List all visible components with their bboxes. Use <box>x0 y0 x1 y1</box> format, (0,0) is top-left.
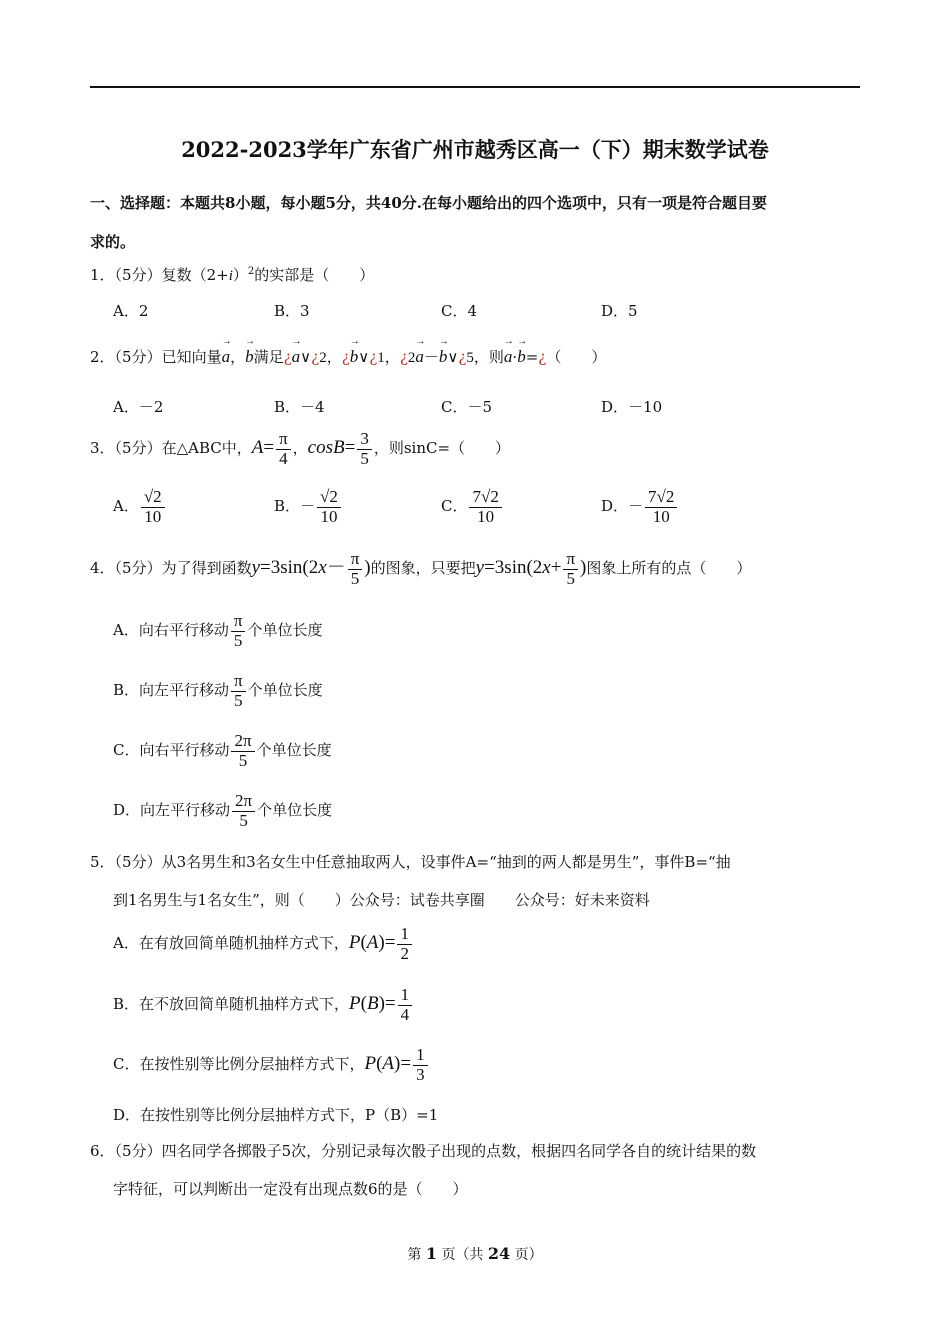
question-2-stem: 2．（5分）已知向量→ a，→ b满足¿→ a∨¿2，¿→ b∨¿1，¿2→ a－→ b∨¿5，则→ a·→ b=¿（ ） <box>90 346 606 367</box>
question-3-option-a: A． $\frac{√2}{10}$ <box>113 488 167 526</box>
question-6-stem-line2: 字特征，可以判断出一定没有出现点数6的是（ ） <box>113 1180 468 1198</box>
question-1-option-d: D．5 <box>601 302 638 320</box>
question-3-option-b: B．－ $\frac{√2}{10}$ <box>274 488 343 526</box>
question-2-option-a: A．－2 <box>113 398 164 416</box>
question-2-option-d: D．－10 <box>601 398 663 416</box>
header-rule <box>90 86 860 88</box>
question-5-stem-line1: 5．（5分）从3名男生和3名女生中任意抽取两人，设事件A=“抽到的两人都是男生”，事件B=“抽 <box>90 853 731 871</box>
page-title: 2022-2023学年广东省广州市越秀区高一（下）期末数学试卷 <box>181 137 769 162</box>
question-5-option-b: B．在不放回简单随机抽样方式下，P(B)= $\frac{1}{4}$ <box>113 986 414 1024</box>
page-number: 1 <box>425 1244 437 1263</box>
question-4-option-c: C．向右平行移动 $\frac{2\pi}{5}$ 个单位长度 <box>113 731 332 770</box>
question-4-option-b: B．向左平行移动 $\frac{\pi}{5}$ 个单位长度 <box>113 671 323 710</box>
question-4-stem: 4．（5分）为了得到函数y=3sin(2x－ $\frac{\pi}{5}$ )的图象，只要把y=3sin(2x+ $\frac{\pi}{5}$ )图象上所有的点（ ） <box>90 549 752 588</box>
section-heading-line2: 求的。 <box>90 233 136 251</box>
question-1-option-b: B．3 <box>274 302 310 320</box>
question-5-stem-line2: 到1名男生与1名女生”，则（ ）公众号：试卷共享圈 公众号：好未来资料 <box>113 891 650 909</box>
question-2-option-c: C．－5 <box>441 398 493 416</box>
question-4-option-a: A．向右平行移动 $\frac{\pi}{5}$ 个单位长度 <box>113 611 323 650</box>
question-3-option-d: D．－ $\frac{7√2}{10}$ <box>601 488 679 526</box>
page-footer: 第 1 页（共 24 页） <box>407 1244 543 1263</box>
question-3-stem: 3．（5分）在△ABC中，A= $\frac{\pi}{4}$ ，cosB= $\frac{3}{5}$ ，则sinC=（ ） <box>90 429 511 468</box>
page-total: 24 <box>487 1244 511 1263</box>
question-2-option-b: B．－4 <box>274 398 325 416</box>
question-3-option-c: C． $\frac{7√2}{10}$ <box>441 488 504 526</box>
question-5-option-a: A．在有放回简单随机抽样方式下，P(A)= $\frac{1}{2}$ <box>113 925 414 963</box>
question-5-option-d: D．在按性别等比例分层抽样方式下，P（B）=1 <box>113 1106 439 1124</box>
question-1-option-c: C．4 <box>441 302 478 320</box>
question-1-option-a: A．2 <box>113 302 149 320</box>
question-6-stem-line1: 6．（5分）四名同学各掷骰子5次，分别记录每次骰子出现的点数，根据四名同学各自的统计结果的数 <box>90 1142 757 1160</box>
question-5-option-c: C．在按性别等比例分层抽样方式下，P(A)= $\frac{1}{3}$ <box>113 1046 430 1084</box>
question-1-stem: 1．（5分）复数$(2+i)^2$的实部是（ ） <box>90 266 375 284</box>
question-4-option-d: D．向左平行移动 $\frac{2\pi}{5}$ 个单位长度 <box>113 791 333 830</box>
section-heading-line1: 一、选择题：本题共8小题，每小题5分，共40分.在每小题给出的四个选项中，只有一项是符合题目要 <box>90 194 767 212</box>
